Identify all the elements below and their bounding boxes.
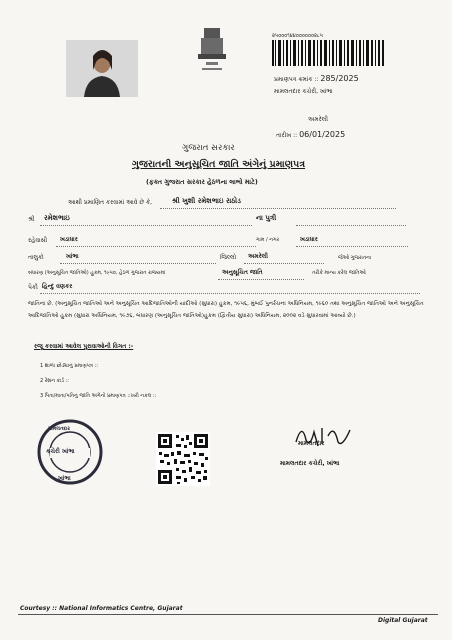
page-title: ગુજરાતની અનુસૂચિત જાતિ અંગેનું પ્રમાણપત્ર <box>132 159 306 170</box>
cert-number-row <box>274 74 359 84</box>
officer-name: મામલતદાર કચેરી, ખાંભા <box>280 460 340 467</box>
district-label: જિલ્લો <box>220 254 237 261</box>
barcode <box>272 40 384 66</box>
taluka: ખાંભા <box>66 253 79 260</box>
state-label: જેઓ ગુજરાતના <box>338 255 372 261</box>
office-line: મામલતદાર કચેરી, ખાંભા <box>274 88 333 95</box>
doc-item-1: 1 શાળા છોડ્યાનું પ્રમાણપત્ર :: <box>40 363 98 369</box>
district: અમરેલી <box>248 253 268 260</box>
footer-divider <box>18 614 438 615</box>
caste-underline <box>218 279 304 280</box>
page-subtitle: (ફક્ત ગુજરાત સરકાર હેઠળના લાભો માટે) <box>146 178 258 186</box>
gam-underline <box>296 246 408 247</box>
person-name: શ્રી ખુશી રમેશભાઇ રાઠોડ <box>172 197 241 205</box>
caste-prefix: બંધારણ (અનુસૂચિત જાતિઓ) હુકમ, ૧૯૫૦, હેઠળ ગુજરાત રાજ્યમાં <box>28 270 166 276</box>
applicant-photo <box>66 40 138 97</box>
district-header: અમરેલી <box>308 116 328 123</box>
docs-heading: રજૂ કરવામાં આવેલ પુરાવાઓની વિગત :- <box>34 343 134 350</box>
footer-courtesy: Courtesy :: National Informatics Centre, Gujarat <box>20 605 183 612</box>
gam-label: ગામ / નગર <box>256 237 280 243</box>
caste-value: અનુસૂચિત જાતિ <box>222 269 263 276</box>
salutation: શ્રી <box>28 216 35 223</box>
seal-text-bottom: ખાંભા <box>58 475 71 482</box>
taluka-underline <box>60 263 216 264</box>
doc-item-2: 2 રેશન કાર્ડ :: <box>40 378 69 384</box>
relation-underline <box>296 225 406 226</box>
qr-code <box>156 432 210 486</box>
father-name: રમેશભાઇ <box>44 214 70 222</box>
seal-text-top: મામલતદાર <box>48 426 70 432</box>
date-label: તારીખ :: <box>276 132 298 139</box>
community-underline <box>40 293 420 294</box>
cert-number-label: પ્રમાણપત્ર ક્રમાંક :: <box>274 76 319 83</box>
signature-label: મામલતદાર <box>298 440 325 447</box>
certify-text: આથી પ્રમાણિત કરવામાં આવે છે કે, <box>68 199 153 206</box>
footer-brand: Digital Gujarat <box>378 617 428 624</box>
community-prefix: પૈકી <box>28 284 38 291</box>
relation: ના પુત્રી <box>256 214 277 222</box>
doc-item-3: 3 પિતા/માતા/પતિનું જાતિ અંગેનો પ્રમાણપત્ર ::ખરી નકલ :: <box>40 393 157 399</box>
cert-number: 285/2025 <box>320 74 359 83</box>
gam: ખડાધાર <box>300 236 318 243</box>
barcode-number: ૨૫૦૦૦૧૪૪૦૦૦૦૦૦૨૮૫ <box>272 33 323 39</box>
caste-suffix: તરીકે માન્ય કરેલ જાતિઓ <box>312 270 366 276</box>
emblem-icon <box>192 26 232 76</box>
community: હિન્દુ વણકર <box>42 283 73 290</box>
father-underline <box>40 225 252 226</box>
seal-text-mid: કચેરી ખાંભા <box>46 448 75 455</box>
village-underline <box>56 246 256 247</box>
village-label: રહેવાસી <box>28 237 48 244</box>
taluka-label: તાલુકો <box>28 254 44 261</box>
date-row <box>276 130 345 140</box>
legal-paragraph: જાતિના છે. (અનુસૂચિત જાતિઓ અને અનુસૂચિત આદિજાતિઓની યાદીઓ (સુધારા) હુકમ, ૧૯૫૬, મુંબઈ પુનર્રચના અધિનિયમ, ૧૯૬૦ તથા અનુસૂચિત જાતિઓ અને અનુસૂચિત આદિજાતિઓ હુકમ (સુધારા અધિનિયમ, ૧૯૭૬, બંધારણ (અનુસૂચિત જાતિઓ)હુકમ (દ્વિતીય સુધારા) અધિનિયમ, ૨૦૦૨ વડે સુધારવામાં આવ્યો છે.) <box>28 301 424 319</box>
district-underline <box>244 263 324 264</box>
govt-title: ગુજરાત સરકાર <box>182 143 235 153</box>
village: ખડાધાર <box>60 236 78 243</box>
date-value: 06/01/2025 <box>299 130 346 139</box>
name-underline <box>160 208 396 209</box>
